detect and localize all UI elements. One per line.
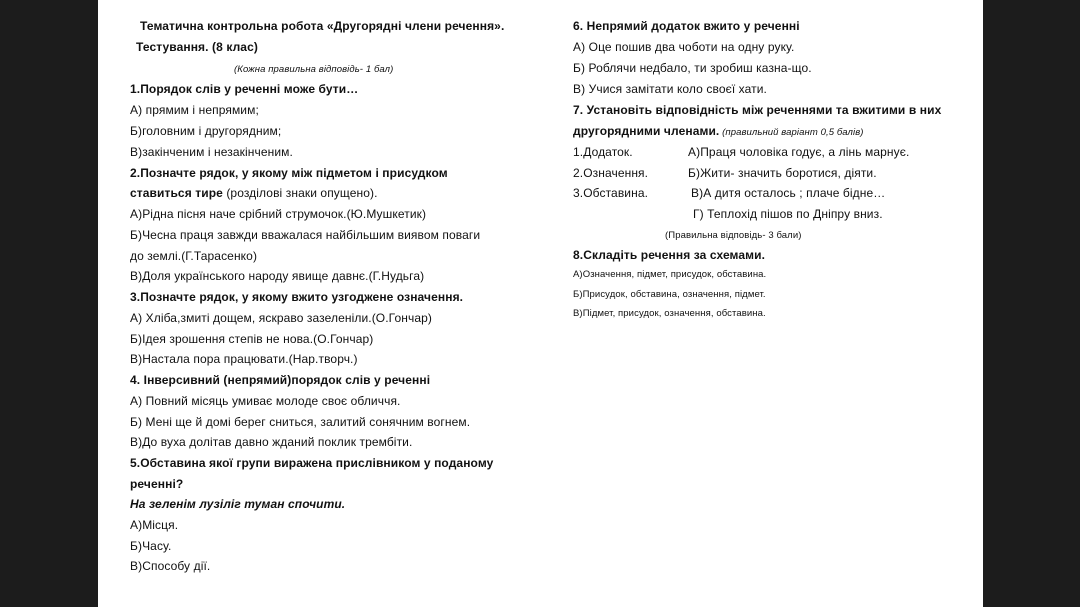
q4-option-a: А) Повний місяць умиває молоде своє обличчя.	[130, 394, 401, 408]
q5-option-c: В)Способу дії.	[130, 559, 211, 573]
q5-option-b: Б)Часу.	[130, 539, 172, 553]
q7-left-item-2: 2.Означення.	[573, 166, 649, 180]
q6-question: 6. Непрямий додаток вжито у реченні	[573, 19, 800, 33]
q4-question: 4. Інверсивний (непрямий)порядок слів у реченні	[130, 373, 431, 387]
q3-option-b: Б)Ідея зрошення степів не нова.(О.Гончар)	[130, 332, 374, 346]
q1-option-c: В)закінченим і незакінченим.	[130, 145, 293, 159]
q7-left-item-3: 3.Обставина.	[573, 186, 649, 200]
q7-right-item-b: Б)Жити- значить боротися, діяти.	[688, 166, 877, 180]
q4-option-c: В)До вуха долітав давно жданий поклик трембіти.	[130, 435, 413, 449]
q2-option-b-cont: до землі.(Г.Тарасенко)	[130, 249, 258, 263]
q7-question-note: (правильний варіант 0,5 балів)	[719, 127, 864, 138]
subtitle: (Кожна правильна відповідь- 1 бал)	[234, 64, 394, 75]
q7-right-item-c: В)А дитя осталось ; плаче бідне…	[691, 186, 886, 200]
q8-option-c: В)Підмет, присудок, означення, обставина.	[573, 308, 766, 319]
q4-option-b: Б) Мені ще й домі берег сниться, залитий сонячним вогнем.	[130, 415, 471, 429]
q2-option-c: В)Доля українського народу явище давнє.(Г.Нудьга)	[130, 269, 425, 283]
q3-question: 3.Позначте рядок, у якому вжито узгоджене означення.	[130, 290, 464, 304]
document-page	[98, 0, 983, 607]
q5-question-line-1: 5.Обставина якої групи виражена прислівником у поданому	[130, 456, 494, 470]
q7-right-item-d: Г) Теплохід пішов по Дніпру вниз.	[693, 207, 883, 221]
q5-option-a: А)Місця.	[130, 518, 179, 532]
q8-option-a: А)Означення, підмет, присудок, обставина.	[573, 269, 767, 280]
q7-left-item-1: 1.Додаток.	[573, 145, 633, 159]
q7-score-note: (Правильна відповідь- 3 бали)	[665, 230, 802, 241]
q6-option-c: В) Учися замітати коло своєї хати.	[573, 82, 767, 96]
title-line-2: Тестування. (8 клас)	[136, 40, 258, 54]
q8-question: 8.Складіть речення за схемами.	[573, 248, 766, 262]
q1-question: 1.Порядок слів у реченні може бути…	[130, 82, 359, 96]
q2-question-bold: ставиться тире	[130, 186, 223, 200]
q3-option-c: В)Настала пора працювати.(Нар.творч.)	[130, 352, 358, 366]
q7-question-line-1: 7. Установіть відповідність між реченнями та вжитими в них	[573, 103, 942, 117]
title-line-1: Тематична контрольна робота «Другорядні члени речення».	[140, 19, 505, 33]
q7-question-line-2	[573, 124, 864, 140]
q1-option-a: А) прямим і непрямим;	[130, 103, 259, 117]
q5-sentence: На зеленім лузіліг туман спочити.	[130, 497, 346, 511]
q1-option-b: Б)головним і другорядним;	[130, 124, 282, 138]
q6-option-a: А) Оце пошив два чоботи на одну руку.	[573, 40, 795, 54]
q7-question-bold: другорядними членами.	[573, 124, 720, 138]
q2-option-b: Б)Чесна праця завжди вважалася найбільшим виявом поваги	[130, 228, 481, 242]
q8-option-b: Б)Присудок, обставина, означення, підмет.	[573, 289, 766, 300]
q2-option-a: А)Рідна пісня наче срібний струмочок.(Ю.Мушкетик)	[130, 207, 427, 221]
q2-question-line-2	[130, 186, 378, 200]
q3-option-a: А) Хліба,змиті дощем, яскраво зазеленіли.(О.Гончар)	[130, 311, 432, 325]
q6-option-b: Б) Роблячи недбало, ти зробиш казна-що.	[573, 61, 812, 75]
q2-question-rest: (розділові знаки опущено).	[222, 186, 378, 200]
q5-question-line-2: реченні?	[130, 477, 184, 491]
q7-right-item-a: А)Праця чоловіка годує, а лінь марнує.	[688, 145, 910, 159]
q2-question-line-1: 2.Позначте рядок, у якому між підметом і присудком	[130, 166, 448, 180]
